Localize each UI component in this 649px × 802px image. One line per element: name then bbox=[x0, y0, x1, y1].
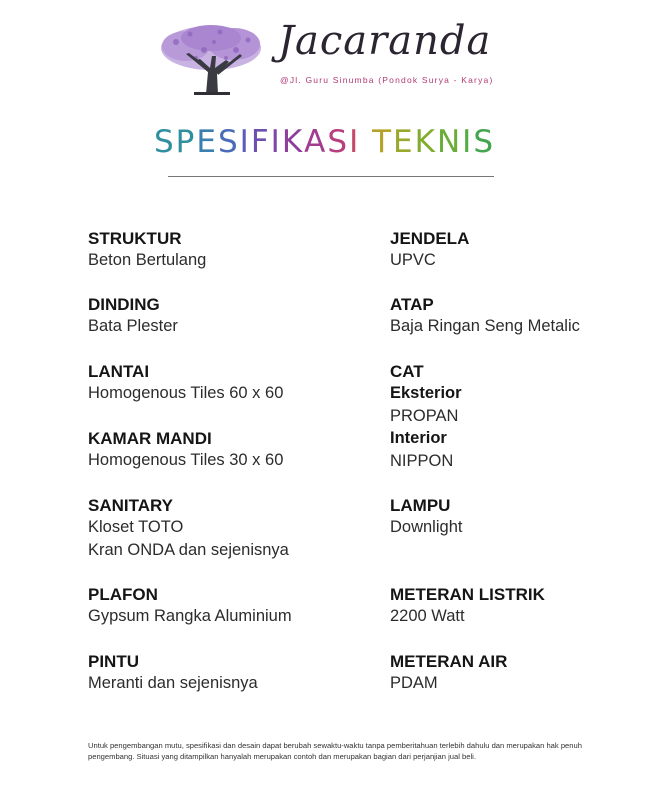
spec-heading: METERAN LISTRIK bbox=[390, 585, 545, 604]
title-letter: I bbox=[349, 124, 361, 160]
spec-heading: ATAP bbox=[390, 295, 434, 314]
spec-value: 2200 Watt bbox=[390, 607, 465, 625]
spec-value: Kloset TOTO bbox=[88, 518, 184, 536]
spec-meteran-air bbox=[390, 651, 507, 695]
title-letter: T bbox=[372, 124, 394, 160]
spec-lantai bbox=[88, 361, 283, 405]
spec-cat-exterior-label: Eksterior bbox=[390, 384, 462, 402]
spec-cat-exterior-value: PROPAN bbox=[390, 406, 459, 425]
spec-cat bbox=[390, 361, 462, 472]
spec-heading: LANTAI bbox=[88, 362, 150, 381]
footnote: Untuk pengembangan mutu, spesifikasi dan desain dapat berubah sewaktu-waktu tanpa pemberitahuan terlebih dahulu dan merupakan hak penuh pengembang. Situasi yang ditampilkan hanyalah merupakan contoh dan merupakan bagian dari perjanjian jual beli. bbox=[88, 741, 582, 761]
spec-heading: SANITARY bbox=[88, 496, 173, 515]
title-letter: K bbox=[281, 124, 305, 160]
spec-heading: STRUKTUR bbox=[88, 229, 182, 248]
title-letter: N bbox=[436, 124, 463, 160]
jacaranda-tree-logo bbox=[156, 20, 266, 96]
spec-heading: LAMPU bbox=[390, 496, 451, 515]
spec-atap bbox=[390, 294, 580, 338]
spec-value: Bata Plester bbox=[88, 317, 178, 335]
spec-value: UPVC bbox=[390, 251, 436, 269]
spec-heading: JENDELA bbox=[390, 229, 470, 248]
spec-value: Meranti dan sejenisnya bbox=[88, 674, 258, 692]
spec-value: Beton Bertulang bbox=[88, 251, 207, 269]
header bbox=[0, 0, 649, 110]
title-letter: F bbox=[250, 124, 271, 160]
spec-value: Downlight bbox=[390, 518, 463, 536]
brand-name: Jacaranda bbox=[278, 18, 492, 64]
spec-heading: METERAN AIR bbox=[390, 652, 508, 671]
spec-meteran-listrik bbox=[390, 584, 545, 628]
title-letter: E bbox=[196, 124, 218, 160]
spec-heading: KAMAR MANDI bbox=[88, 429, 212, 448]
title-letter: I bbox=[239, 124, 251, 160]
spec-heading: CAT bbox=[390, 362, 424, 381]
spec-kamar-mandi bbox=[88, 428, 283, 472]
spec-jendela bbox=[390, 228, 469, 272]
spec-lampu bbox=[390, 495, 462, 539]
spec-value: Kran ONDA dan sejenisnya bbox=[88, 540, 289, 559]
spec-heading: PINTU bbox=[88, 652, 139, 671]
spec-value: Homogenous Tiles 30 x 60 bbox=[88, 451, 284, 469]
spec-value: Homogenous Tiles 60 x 60 bbox=[88, 384, 284, 402]
spec-struktur bbox=[88, 228, 206, 272]
spec-value: Baja Ringan Seng Metalic bbox=[390, 317, 580, 335]
page-title bbox=[154, 124, 495, 160]
title-letter: E bbox=[393, 124, 415, 160]
spec-heading: PLAFON bbox=[88, 585, 158, 604]
title-letter bbox=[360, 124, 372, 160]
spec-dinding bbox=[88, 294, 178, 338]
title-letter: I bbox=[462, 124, 474, 160]
spec-value: Gypsum Rangka Aluminium bbox=[88, 607, 292, 625]
title-letter: P bbox=[175, 124, 197, 160]
spec-pintu bbox=[88, 651, 258, 695]
title-letter: K bbox=[414, 124, 437, 160]
title-letter: S bbox=[217, 124, 240, 160]
page-title-wrap bbox=[0, 124, 649, 160]
title-letter: I bbox=[270, 124, 282, 160]
spec-cat-interior-value: NIPPON bbox=[390, 451, 454, 470]
title-letter: A bbox=[304, 124, 328, 160]
title-letter: S bbox=[327, 124, 350, 160]
spec-plafon bbox=[88, 584, 292, 628]
spec-heading: DINDING bbox=[88, 295, 160, 314]
spec-value: PDAM bbox=[390, 674, 438, 692]
spec-sanitary bbox=[88, 495, 289, 561]
title-letter: S bbox=[473, 124, 495, 160]
spec-cat-interior-label: Interior bbox=[390, 429, 447, 447]
brand-address: @Jl. Guru Sinumba (Pondok Surya - Karya) bbox=[280, 75, 494, 85]
title-letter: S bbox=[153, 124, 176, 160]
title-divider bbox=[168, 176, 494, 177]
